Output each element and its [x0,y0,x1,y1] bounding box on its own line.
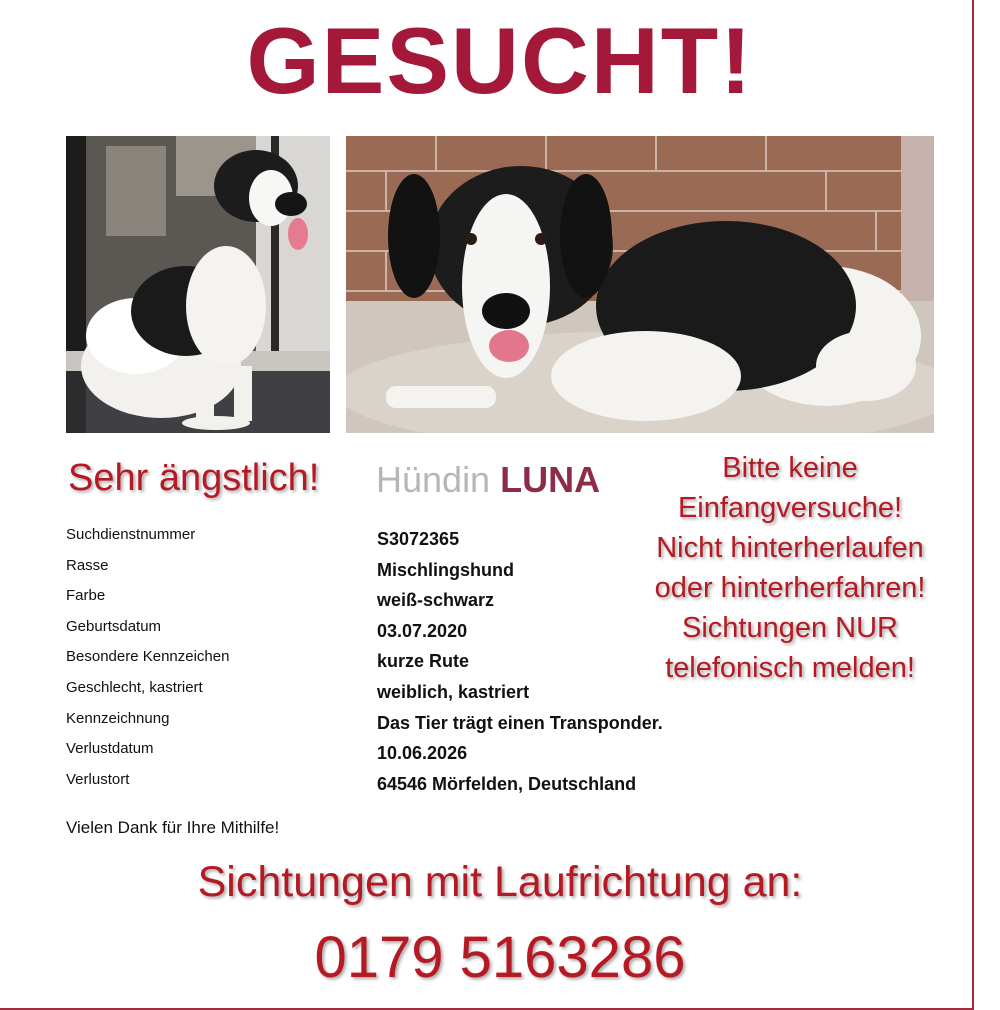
detail-label: Geburtsdatum [66,617,162,635]
phone-number: 0179 5163286 [314,925,686,990]
dog-photo-lying [346,136,934,433]
thanks-note: Vielen Dank für Ihre Mithilfe! [66,818,280,837]
detail-value: Mischlingshund [377,559,514,580]
detail-value: kurze Rute [377,651,470,672]
warning-line: Bitte keine [722,452,858,484]
dog-name-heading [376,459,600,501]
detail-value: S3072365 [377,529,460,549]
detail-value: Das Tier trägt einen Transponder. [377,712,663,733]
dog-sex-label: Hündin [376,459,491,500]
detail-label: Suchdienstnummer [66,526,196,543]
detail-value: 10.06.2026 [377,743,468,764]
warning-line: telefonisch melden! [665,652,915,684]
detail-value: 64546 Mörfelden, Deutschland [377,773,637,794]
warning-line: oder hinterherfahren! [654,572,926,604]
capture-warning [612,448,968,688]
detail-label: Rasse [66,556,109,574]
detail-label: Kennzeichnung [66,709,170,727]
detail-label: Verlustdatum [66,740,154,758]
warning-line: Einfangversuche! [677,492,903,524]
warning-line: Sichtungen NUR [682,612,898,644]
detail-label: Verlustort [66,770,130,788]
detail-label: Farbe [66,587,106,605]
sightings-heading: Sichtungen mit Laufrichtung an: [197,858,803,906]
poster-title: GESUCHT! [246,8,754,113]
detail-value: weiblich, kastriert [377,681,530,702]
detail-value: weiß-schwarz [377,590,495,611]
dog-photo-sitting [66,136,330,433]
very-shy-note: Sehr ängstlich! [68,457,320,499]
dog-name: LUNA [500,459,601,500]
warning-line: Nicht hinterherlaufen [656,532,924,564]
detail-value: 03.07.2020 [377,620,468,641]
detail-label: Geschlecht, kastriert [66,678,203,696]
detail-label: Besondere Kennzeichen [66,648,230,666]
